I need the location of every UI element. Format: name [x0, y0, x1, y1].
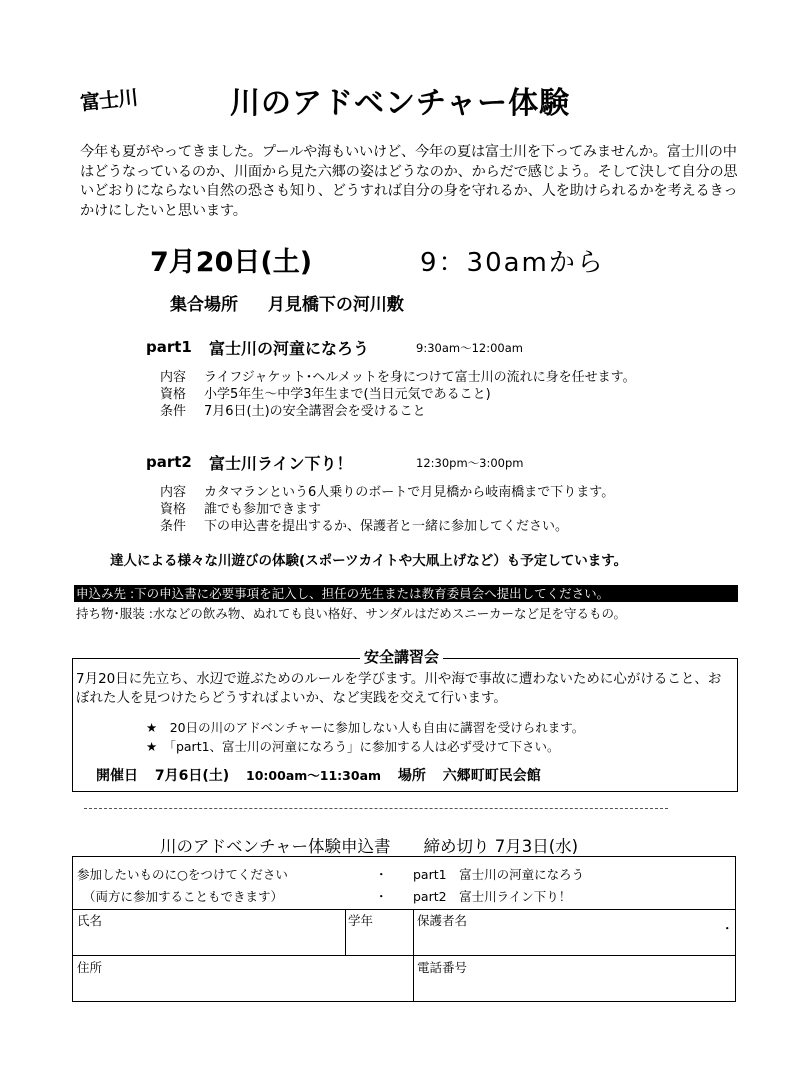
detail-key: 内容 — [160, 370, 187, 385]
form-vline-2 — [413, 909, 414, 1001]
detail-value: ライフジャケット･ヘルメットを身につけて富士川の流れに身を任せます。 — [204, 370, 636, 385]
venue: 六郷町町民会館 — [442, 768, 541, 784]
detail-key: 条件 — [160, 404, 187, 419]
option-part1[interactable]: part1 富士川の河童になろう — [413, 867, 585, 882]
form-vline-1 — [345, 909, 346, 955]
part2-label: part2 — [146, 453, 192, 471]
form-divider-2 — [73, 955, 735, 956]
detail-key: 資格 — [160, 387, 187, 402]
safety-schedule — [96, 765, 553, 785]
form-title: 川のアドベンチャー体験申込書 締め切り 7月3日(水) — [160, 837, 579, 856]
form-instruction: 参加したいものに○をつけてください — [77, 867, 288, 882]
detail-value: 下の申込書を提出するか、保護者と一緒に参加してください。 — [204, 519, 569, 534]
form-divider-1 — [73, 909, 735, 910]
event-date: 7月20日(土) — [150, 247, 313, 278]
guardian-mark: ・ — [721, 921, 734, 936]
schedule-time: 10:00am〜11:30am — [246, 768, 382, 783]
safety-bullet-1: ★ 20日の川のアドベンチャーに参加しない人も自由に講習を受けられます。 — [146, 720, 585, 735]
apply-line: 申込み先 :下の申込書に必要事項を記入し、担任の先生または教育委員会へ提出してください。 — [74, 585, 738, 602]
phone-label: 電話番号 — [417, 960, 468, 975]
page-title: 川のアドベンチャー体験 — [230, 86, 571, 121]
event-time: 9：30amから — [420, 248, 605, 278]
application-form — [72, 856, 736, 1002]
part1-header — [146, 338, 523, 358]
safety-title: 安全講習会 — [360, 646, 443, 667]
guardian-label: 保護者名 — [417, 913, 468, 928]
meeting-value: 月見橋下の河川敷 — [267, 295, 404, 315]
intro-text: 今年も夏がやってきました。プールや海もいいけど、今年の夏は富士川を下ってみませんか。富士川の中はどうなっているのか、川面から見た六郷の姿はどうなのか、からだで感じよう。そして決して自分の思いどおりにならない自然の恐さも知り、どうすれば自分の身を守れるか、人を助けられるかを考えるきっかけにしたいと思います。 — [80, 144, 738, 219]
detail-value: カタマランという6人乗りのボートで月見橋から岐南橋まで下ります。 — [204, 485, 615, 500]
logo-text: 富士川 — [79, 85, 139, 115]
option2-mark[interactable]: ・ — [375, 889, 388, 904]
address-label: 住所 — [77, 960, 103, 975]
detail-key: 条件 — [160, 519, 187, 534]
detail-key: 資格 — [160, 502, 187, 517]
detail-value: 小学5年生〜中学3年生まで(当日元気であること) — [204, 387, 491, 402]
venue-label: 場所 — [397, 768, 426, 784]
schedule-label: 開催日 — [96, 768, 138, 784]
safety-bullet-2: ★ 「part1、富士川の河童になろう」に参加する人は必ず受けて下さい。 — [146, 739, 560, 754]
part2-detail-3 — [160, 515, 568, 534]
grade-label: 学年 — [348, 913, 374, 928]
name-label: 氏名 — [77, 913, 103, 928]
special-note: 達人による様々な川遊びの体験(スポーツカイトや大凧上げなど）も予定しています。 — [110, 553, 628, 569]
meeting-place — [170, 290, 428, 315]
detail-value: 7月6日(土)の安全講習会を受けること — [204, 404, 426, 419]
part1-label: part1 — [146, 338, 192, 356]
part1-time: 9:30am〜12:00am — [416, 341, 523, 355]
option1-mark[interactable]: ・ — [375, 867, 388, 882]
part1-title: 富士川の河童になろう — [209, 339, 370, 358]
part1-detail-3 — [160, 400, 426, 419]
safety-text: 7月20日に先立ち、水辺で遊ぶためのルールを学びます。川や海で事故に遭わないために心がけること、おぼれた人を見つけたらどうすればよいか、など実践を交えて行います。 — [76, 671, 722, 706]
part2-title: 富士川ライン下り！ — [209, 454, 353, 473]
part2-time: 12:30pm〜3:00pm — [416, 456, 524, 470]
option-part2[interactable]: part2 富士川ライン下り！ — [413, 889, 572, 904]
detail-key: 内容 — [160, 485, 187, 500]
schedule-date: 7月6日(土) — [154, 768, 230, 784]
meeting-label: 集合場所 — [170, 295, 238, 315]
items-line: 持ち物･服装 :水などの飲み物、ぬれても良い格好、サンダルはだめスニーカーなど足を守るもの。 — [76, 606, 627, 621]
cut-line — [84, 808, 668, 809]
detail-value: 誰でも参加できます — [204, 502, 322, 517]
part2-header — [146, 453, 524, 473]
form-instruction-sub: （両方に参加することもできます） — [83, 889, 284, 904]
